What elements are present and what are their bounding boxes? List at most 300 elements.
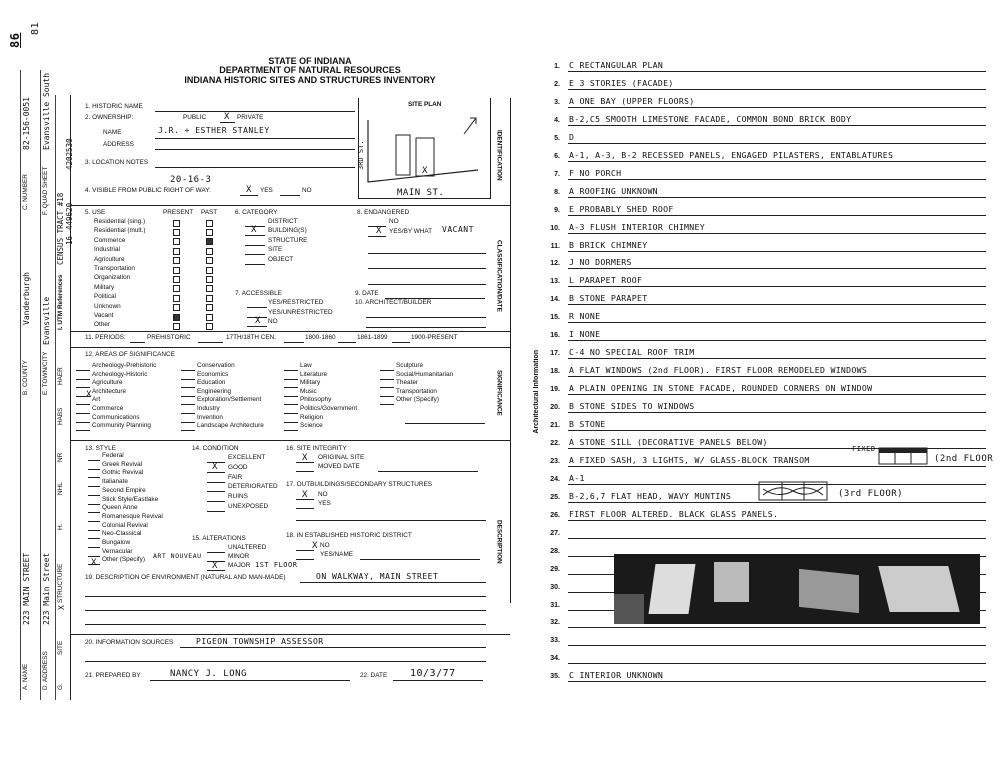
category-item: BUILDING(S) bbox=[268, 227, 307, 235]
areas-line bbox=[76, 404, 90, 405]
areas-line bbox=[181, 396, 195, 397]
arch-row-value: B STONE PARAPET bbox=[569, 293, 648, 304]
tab-identification: IDENTIFICATION bbox=[495, 130, 503, 181]
arch-row-line bbox=[568, 143, 986, 144]
arch-row-number: 1. bbox=[554, 63, 560, 70]
sources-value: PIGEON TOWNSHIP ASSESSOR bbox=[196, 637, 324, 646]
use-past-box bbox=[206, 257, 213, 264]
arch-row-value: B STONE bbox=[569, 419, 606, 429]
environment-line-2 bbox=[85, 596, 486, 597]
arch-row-number: 27. bbox=[550, 529, 560, 537]
periods-line-4 bbox=[338, 342, 356, 343]
sidebar-utm-label: I. UTM References bbox=[57, 274, 64, 330]
outbuildings-no: NO bbox=[318, 491, 328, 498]
use-past-box bbox=[206, 229, 213, 236]
condition-line bbox=[207, 501, 225, 502]
areas-item: Science bbox=[300, 422, 323, 430]
arch-row-value: A STONE SILL (DECORATIVE PANELS BELOW) bbox=[569, 436, 768, 447]
photo-highlight-4 bbox=[878, 566, 959, 612]
use-item: Unknown bbox=[94, 302, 121, 310]
arch-row-value: C RECTANGULAR PLAN bbox=[569, 60, 664, 70]
integrity-title: 16. SITE INTEGRITY bbox=[286, 445, 347, 452]
arch-row-line bbox=[568, 358, 986, 359]
date-prepared-line bbox=[393, 680, 483, 681]
site-plan-street1: 3RD ST. bbox=[357, 140, 365, 170]
tab-description: DESCRIPTION bbox=[495, 520, 503, 564]
prepared-label: 21. PREPARED BY bbox=[85, 672, 141, 679]
endangered-yes-line bbox=[368, 236, 386, 237]
right-border bbox=[510, 98, 511, 603]
arch-row-number: 11. bbox=[550, 242, 560, 250]
areas-item: Literature bbox=[300, 370, 327, 378]
periods-line-1 bbox=[130, 342, 145, 343]
condition-item: DETERIORATED bbox=[228, 483, 278, 491]
use-past-box bbox=[206, 295, 213, 302]
arch-row-number: 25. bbox=[550, 493, 560, 501]
condition-line bbox=[207, 511, 225, 512]
accessible-line-3 bbox=[247, 326, 267, 327]
condition-line bbox=[207, 491, 225, 492]
visible-label: 4. VISIBLE FROM PUBLIC RIGHT OF WAY: bbox=[85, 187, 211, 194]
environment-label: 19. DESCRIPTION OF ENVIRONMENT (NATURAL AND MAN-MADE) bbox=[85, 574, 286, 581]
arch-row-value: B BRICK CHIMNEY bbox=[569, 239, 648, 250]
areas-item: Religion bbox=[300, 413, 324, 421]
tab-divider-1 bbox=[490, 98, 491, 198]
arch-row-line bbox=[568, 304, 986, 305]
use-past-box bbox=[206, 276, 213, 283]
use-item: Agriculture bbox=[94, 255, 125, 263]
style-item: Gothic Revival bbox=[102, 469, 144, 477]
areas-line bbox=[76, 422, 90, 423]
arch-row-number: 21. bbox=[550, 422, 560, 429]
areas-line bbox=[284, 413, 298, 414]
areas-item: Agriculture bbox=[92, 379, 123, 387]
style-line bbox=[88, 477, 100, 478]
use-past-box bbox=[206, 304, 213, 311]
areas-line bbox=[181, 413, 195, 414]
district-yes: YES/NAME bbox=[320, 551, 354, 558]
arch-row-number: 29. bbox=[550, 565, 560, 573]
sidebar-e-town-value: Evansville bbox=[42, 296, 51, 345]
style-item: Italianate bbox=[102, 478, 128, 486]
arch-row-number: 34. bbox=[550, 655, 560, 663]
areas-item: Industry bbox=[197, 405, 220, 412]
areas-line bbox=[284, 370, 298, 371]
use-present-box bbox=[173, 257, 180, 264]
date-label: 9. DATE bbox=[355, 290, 379, 297]
arch-row-value: I NONE bbox=[569, 329, 601, 340]
accessible-item-2: YES/UNRESTRICTED bbox=[268, 309, 333, 316]
arch-row-line bbox=[568, 466, 986, 467]
arch-row-line bbox=[568, 197, 986, 198]
arch-row-number: 2. bbox=[554, 80, 560, 88]
use-present-box bbox=[173, 267, 180, 274]
arch-row-value: A FIXED SASH, 3 LIGHTS, W/ GLASS-BLOCK TRANSOM bbox=[569, 454, 810, 465]
photo-highlight-1 bbox=[648, 564, 695, 614]
areas-line bbox=[284, 404, 298, 405]
use-present-box bbox=[173, 314, 180, 321]
endangered-line-3 bbox=[368, 268, 486, 269]
areas-item: Education bbox=[197, 379, 226, 387]
sources-label: 20. INFORMATION SOURCES bbox=[85, 639, 174, 646]
arch-row-line bbox=[568, 71, 986, 72]
sidebar-e-town-label: E. TOWN/CITY bbox=[42, 351, 49, 395]
areas-item: Landscape Architecture bbox=[197, 422, 264, 430]
areas-item: Music bbox=[300, 387, 317, 395]
row25-note: (3rd FLOOR) bbox=[838, 489, 904, 499]
alterations-line-3 bbox=[207, 570, 225, 571]
areas-line bbox=[380, 379, 394, 380]
style-item: Federal bbox=[102, 452, 124, 459]
site-plan-x: X bbox=[422, 166, 428, 176]
header-department: DEPARTMENT OF NATURAL RESOURCES bbox=[219, 65, 401, 76]
divider-3 bbox=[70, 347, 510, 348]
areas-item: Transportation bbox=[396, 387, 437, 395]
environment-line-3 bbox=[85, 610, 486, 611]
areas-item: Philosophy bbox=[300, 396, 332, 404]
photo-highlight-3 bbox=[799, 569, 859, 613]
arch-row-line bbox=[568, 681, 986, 682]
arch-row-line bbox=[568, 107, 986, 108]
sidebar-census-tract: CENSUS TRACT #18 bbox=[56, 192, 65, 265]
arch-row-value: C INTERIOR UNKNOWN bbox=[569, 670, 664, 681]
arch-row-line bbox=[568, 161, 986, 162]
condition-item: UNEXPOSED bbox=[228, 503, 269, 510]
arch-row-value: E 3 STORIES (FACADE) bbox=[569, 77, 674, 88]
arch-row-line bbox=[568, 89, 986, 90]
areas-item: Invention bbox=[197, 413, 223, 421]
areas-line bbox=[380, 370, 394, 371]
arch-row-number: 7. bbox=[554, 170, 560, 178]
use-item: Residential (sing.) bbox=[94, 218, 146, 225]
tab-significance: SIGNIFICANCE bbox=[495, 370, 503, 416]
accessible-item-1: YES/RESTRICTED bbox=[268, 299, 324, 306]
use-item: Industrial bbox=[94, 246, 120, 254]
sidebar-structure-label: STRUCTURE bbox=[57, 563, 64, 603]
use-present-box bbox=[173, 285, 180, 292]
use-present-box bbox=[173, 304, 180, 311]
transom-sketch bbox=[878, 447, 928, 465]
arch-row-number: 26. bbox=[550, 511, 560, 519]
accessible-line-1 bbox=[247, 307, 267, 308]
condition-line bbox=[207, 482, 225, 483]
endangered-value: VACANT bbox=[442, 225, 474, 234]
areas-item: Social/Humanitarian bbox=[396, 370, 454, 378]
style-line bbox=[88, 504, 100, 505]
arch-row-value: L PARAPET ROOF bbox=[569, 275, 643, 286]
style-line bbox=[88, 512, 100, 513]
environment-line-1 bbox=[300, 582, 486, 583]
sidebar-haer-label: HAER bbox=[57, 367, 64, 385]
use-item: Other bbox=[94, 321, 110, 329]
style-item: Neo-Classical bbox=[102, 530, 142, 538]
arch-row-number: 35. bbox=[550, 673, 560, 681]
use-past-box bbox=[206, 267, 213, 274]
category-item: OBJECT bbox=[268, 255, 294, 263]
areas-item: Theater bbox=[396, 379, 419, 387]
visible-no-line bbox=[280, 195, 300, 196]
sidebar-site-label: SITE bbox=[57, 640, 64, 655]
areas-item: Archeology-Historic bbox=[92, 370, 148, 378]
arch-row-value: A FLAT WINDOWS (2nd FLOOR). FIRST FLOOR REMODELED WINDOWS bbox=[569, 365, 868, 376]
use-item: Vacant bbox=[94, 312, 114, 319]
use-past: PAST bbox=[201, 209, 218, 216]
site-plan-label: SITE PLAN bbox=[408, 101, 442, 108]
use-present-box bbox=[173, 238, 180, 245]
use-present-box bbox=[173, 295, 180, 302]
row23-note: (2nd FLOOR bbox=[934, 454, 994, 464]
arch-row-number: 12. bbox=[550, 260, 560, 268]
outbuildings-line-2 bbox=[296, 508, 314, 509]
arch-info-side-label: Architectural Information bbox=[533, 350, 540, 434]
use-item: Commerce bbox=[94, 236, 126, 244]
form-header bbox=[110, 57, 510, 85]
condition-item: GOOD bbox=[228, 463, 248, 471]
divider-4 bbox=[70, 440, 510, 441]
sources-line-1 bbox=[180, 647, 486, 648]
sources-line-2 bbox=[85, 661, 486, 662]
prepared-line bbox=[150, 680, 350, 681]
integrity-moved-line bbox=[378, 471, 478, 472]
arch-row-value: B-2,C5 SMOOTH LIMESTONE FACADE, COMMON BOND BRICK BODY bbox=[569, 113, 852, 124]
areas-item: Politics/Government bbox=[300, 405, 358, 412]
sidebar-col-3 bbox=[55, 95, 56, 700]
sidebar-b-county-value: Vanderburgh bbox=[22, 272, 31, 325]
condition-item: EXCELLENT bbox=[228, 454, 266, 461]
sidebar-nhl-label: NHL bbox=[57, 482, 64, 495]
style-line bbox=[88, 530, 100, 531]
tab-classification: CLASSIFICATION/DATE bbox=[495, 240, 503, 312]
header-state: STATE OF INDIANA bbox=[268, 56, 352, 66]
environment-value: ON WALKWAY, MAIN STREET bbox=[316, 572, 439, 581]
outbuildings-line-3 bbox=[296, 520, 486, 521]
arch-row-line bbox=[568, 430, 986, 431]
arch-row-number: 30. bbox=[550, 583, 560, 591]
arch-row-number: 4. bbox=[554, 116, 560, 124]
arch-row-number: 5. bbox=[554, 134, 560, 142]
arch-row-value: A-1, A-3, B-2 RECESSED PANELS, ENGAGED PILASTERS, ENTABLATURES bbox=[569, 149, 894, 160]
arch-row-number: 20. bbox=[550, 404, 560, 412]
style-line bbox=[88, 460, 100, 461]
category-line bbox=[245, 245, 265, 246]
use-item: Residential (mult.) bbox=[94, 227, 146, 235]
outbuildings-yes: YES bbox=[318, 500, 331, 507]
use-present-box bbox=[173, 229, 180, 236]
accessible-no-mark: X bbox=[255, 316, 261, 326]
condition-title: 14. CONDITION bbox=[192, 445, 239, 452]
public-label: PUBLIC bbox=[183, 114, 207, 121]
sidebar-utm-value3: 4202530 bbox=[65, 138, 74, 170]
sidebar-g-label: G. bbox=[57, 683, 64, 690]
sidebar-f-quad-label: F. QUAD SHEET bbox=[42, 166, 49, 215]
accessible-item-3: NO bbox=[268, 318, 278, 325]
use-past-box bbox=[206, 285, 213, 292]
owner-name-value: J.R. + ESTHER STANLEY bbox=[158, 126, 270, 135]
areas-line bbox=[284, 430, 298, 431]
historic-name-line bbox=[155, 111, 355, 112]
areas-line bbox=[380, 396, 394, 397]
arch-row-value: E PROBABLY SHED ROOF bbox=[569, 203, 674, 214]
arch-row-number: 17. bbox=[550, 350, 560, 358]
arch-row-value: B-2,6,7 FLAT HEAD, WAVY MUNTINS bbox=[569, 490, 732, 501]
arch-row-line bbox=[568, 663, 986, 664]
visible-yes-label: YES bbox=[260, 187, 273, 194]
site-plan-sketch bbox=[358, 110, 490, 198]
integrity-original-mark: X bbox=[302, 453, 308, 463]
arch-row-value: A-3 FLUSH INTERIOR CHIMNEY bbox=[569, 221, 705, 232]
sidebar-d-address-value: 223 Main Street bbox=[42, 552, 51, 625]
arch-row-value: J NO DORMERS bbox=[569, 257, 632, 268]
style-line bbox=[88, 469, 100, 470]
sidebar-c-number-value: 82-156-0051 bbox=[22, 97, 31, 150]
areas-item: Archeology-Prehistoric bbox=[92, 362, 157, 369]
muntins-sketch bbox=[758, 481, 828, 501]
alterations-major-note: 1ST FLOOR bbox=[255, 561, 298, 569]
sidebar-b-county-label: B. COUNTY bbox=[22, 360, 29, 395]
areas-line bbox=[76, 430, 90, 431]
sidebar-utm-value2: 449620 bbox=[65, 202, 74, 230]
use-title: 5. USE bbox=[85, 209, 106, 216]
use-past-box bbox=[206, 248, 213, 255]
style-item: Bungalow bbox=[102, 539, 131, 546]
sidebar-a-name-value: 223 MAIN STREET bbox=[22, 552, 31, 625]
date-prepared-value: 10/3/77 bbox=[410, 668, 456, 679]
alterations-line-1 bbox=[207, 552, 225, 553]
category-item: DISTRICT bbox=[268, 218, 298, 225]
arch-row-number: 31. bbox=[550, 601, 560, 609]
sidebar-h-label: H. bbox=[57, 523, 64, 530]
arch-row-line bbox=[568, 645, 986, 646]
sidebar-structure-mark: X bbox=[57, 605, 66, 610]
alterations-minor: MINOR bbox=[228, 553, 250, 560]
architect-label: 10. ARCHITECT/BUILDER bbox=[355, 299, 432, 306]
address-line bbox=[155, 149, 355, 150]
arch-row-line bbox=[568, 251, 986, 252]
alterations-major-mark: X bbox=[212, 561, 218, 571]
areas-item: Architecture bbox=[92, 387, 127, 395]
sidebar-col-1 bbox=[20, 70, 21, 700]
arch-row-line bbox=[568, 215, 986, 216]
condition-item: FAIR bbox=[228, 473, 243, 481]
endangered-line-2 bbox=[368, 253, 486, 254]
arch-row-line bbox=[568, 627, 986, 628]
areas-line bbox=[380, 387, 394, 388]
areas-line bbox=[76, 379, 90, 380]
alterations-unaltered: UNALTERED bbox=[228, 544, 267, 551]
style-item: Other (Specify) bbox=[102, 556, 145, 564]
left-border bbox=[70, 95, 71, 700]
integrity-original: ORIGINAL SITE bbox=[318, 454, 365, 461]
photo-highlight-2 bbox=[714, 562, 749, 602]
architecture-mark: X bbox=[86, 390, 92, 400]
historic-name-label: 1. HISTORIC NAME bbox=[85, 103, 143, 110]
district-line-2 bbox=[296, 559, 314, 560]
areas-line bbox=[284, 379, 298, 380]
style-line bbox=[88, 538, 100, 539]
areas-item: Commerce bbox=[92, 405, 124, 412]
style-item: Romanesque Revival bbox=[102, 512, 163, 520]
arch-row-value: A ROOFING UNKNOWN bbox=[569, 185, 658, 196]
arch-row-value: A ONE BAY (UPPER FLOORS) bbox=[569, 95, 695, 106]
arch-row-number: 28. bbox=[550, 547, 560, 555]
use-item: Political bbox=[94, 293, 117, 301]
arch-row-line bbox=[568, 268, 986, 269]
use-past-box bbox=[206, 323, 213, 330]
arch-row-line bbox=[568, 125, 986, 126]
outbuildings-no-mark: X bbox=[302, 490, 308, 500]
endangered-no-label: NO bbox=[389, 218, 399, 225]
sidebar-d-address-label: D. ADDRESS bbox=[42, 651, 49, 690]
category-line bbox=[245, 235, 265, 236]
arch-row-line bbox=[568, 233, 986, 234]
divider-1 bbox=[70, 205, 510, 206]
divider-2 bbox=[70, 331, 510, 332]
areas-line bbox=[380, 404, 394, 405]
visible-no-label: NO bbox=[302, 187, 312, 194]
integrity-moved: MOVED DATE bbox=[318, 463, 360, 470]
condition-good-mark: X bbox=[212, 462, 218, 472]
category-building-mark: X bbox=[251, 225, 257, 236]
header-inventory: INDIANA HISTORIC SITES AND STRUCTURES INVENTORY bbox=[184, 74, 436, 85]
areas-item: Economics bbox=[197, 370, 229, 378]
style-other-mark: X bbox=[91, 558, 97, 568]
arch-row-number: 16. bbox=[550, 332, 560, 340]
corner-number: 86 bbox=[8, 32, 22, 48]
periods-line-3 bbox=[284, 342, 304, 343]
integrity-line-2 bbox=[296, 471, 314, 472]
category-item: SITE bbox=[268, 246, 283, 254]
location-notes-line bbox=[155, 167, 355, 168]
use-present-box bbox=[173, 276, 180, 283]
areas-item: Sculpture bbox=[396, 362, 423, 369]
sidebar-col-2 bbox=[40, 70, 41, 700]
use-present-box bbox=[173, 220, 180, 227]
style-item: Second Empire bbox=[102, 486, 146, 494]
areas-line bbox=[181, 379, 195, 380]
condition-item: RUINS bbox=[228, 493, 248, 501]
location-notes-value: 20-16-3 bbox=[170, 175, 212, 185]
sidebar-habs-label: HABS bbox=[57, 407, 64, 425]
architect-line-1 bbox=[366, 317, 486, 318]
arch-row-line bbox=[568, 412, 986, 413]
style-item: Greek Revival bbox=[102, 460, 143, 468]
periods-label: 11. PERIODS: bbox=[85, 334, 126, 341]
arch-row-number: 23. bbox=[550, 457, 560, 465]
arch-row-line bbox=[568, 340, 986, 341]
accessible-title: 7. ACCESSIBLE bbox=[235, 290, 282, 297]
arch-row-line bbox=[568, 376, 986, 377]
areas-line bbox=[181, 387, 195, 388]
use-present-box bbox=[173, 323, 180, 330]
arch-row-number: 33. bbox=[550, 637, 560, 645]
architect-line-2 bbox=[366, 327, 486, 328]
arch-row-line bbox=[568, 394, 986, 395]
category-title: 6. CATEGORY bbox=[235, 209, 278, 216]
arch-row-number: 14. bbox=[550, 296, 560, 304]
district-title: 18. IN ESTABLISHED HISTORIC DISTRICT bbox=[286, 532, 412, 539]
style-item: Vernacular bbox=[102, 547, 133, 555]
style-item: Stick Style/Eastlake bbox=[102, 495, 159, 503]
private-line bbox=[220, 122, 235, 123]
areas-line bbox=[181, 430, 195, 431]
style-other-value: ART NOUVEAU bbox=[153, 552, 202, 560]
areas-title: 12. AREAS OF SIGNIFICANCE bbox=[85, 351, 175, 358]
private-mark: X bbox=[224, 112, 230, 122]
arch-row-value: C-4 NO SPECIAL ROOF TRIM bbox=[569, 347, 695, 358]
use-item: Organization bbox=[94, 274, 131, 282]
arch-row-number: 9. bbox=[554, 206, 560, 214]
alterations-major: MAJOR bbox=[228, 562, 251, 569]
